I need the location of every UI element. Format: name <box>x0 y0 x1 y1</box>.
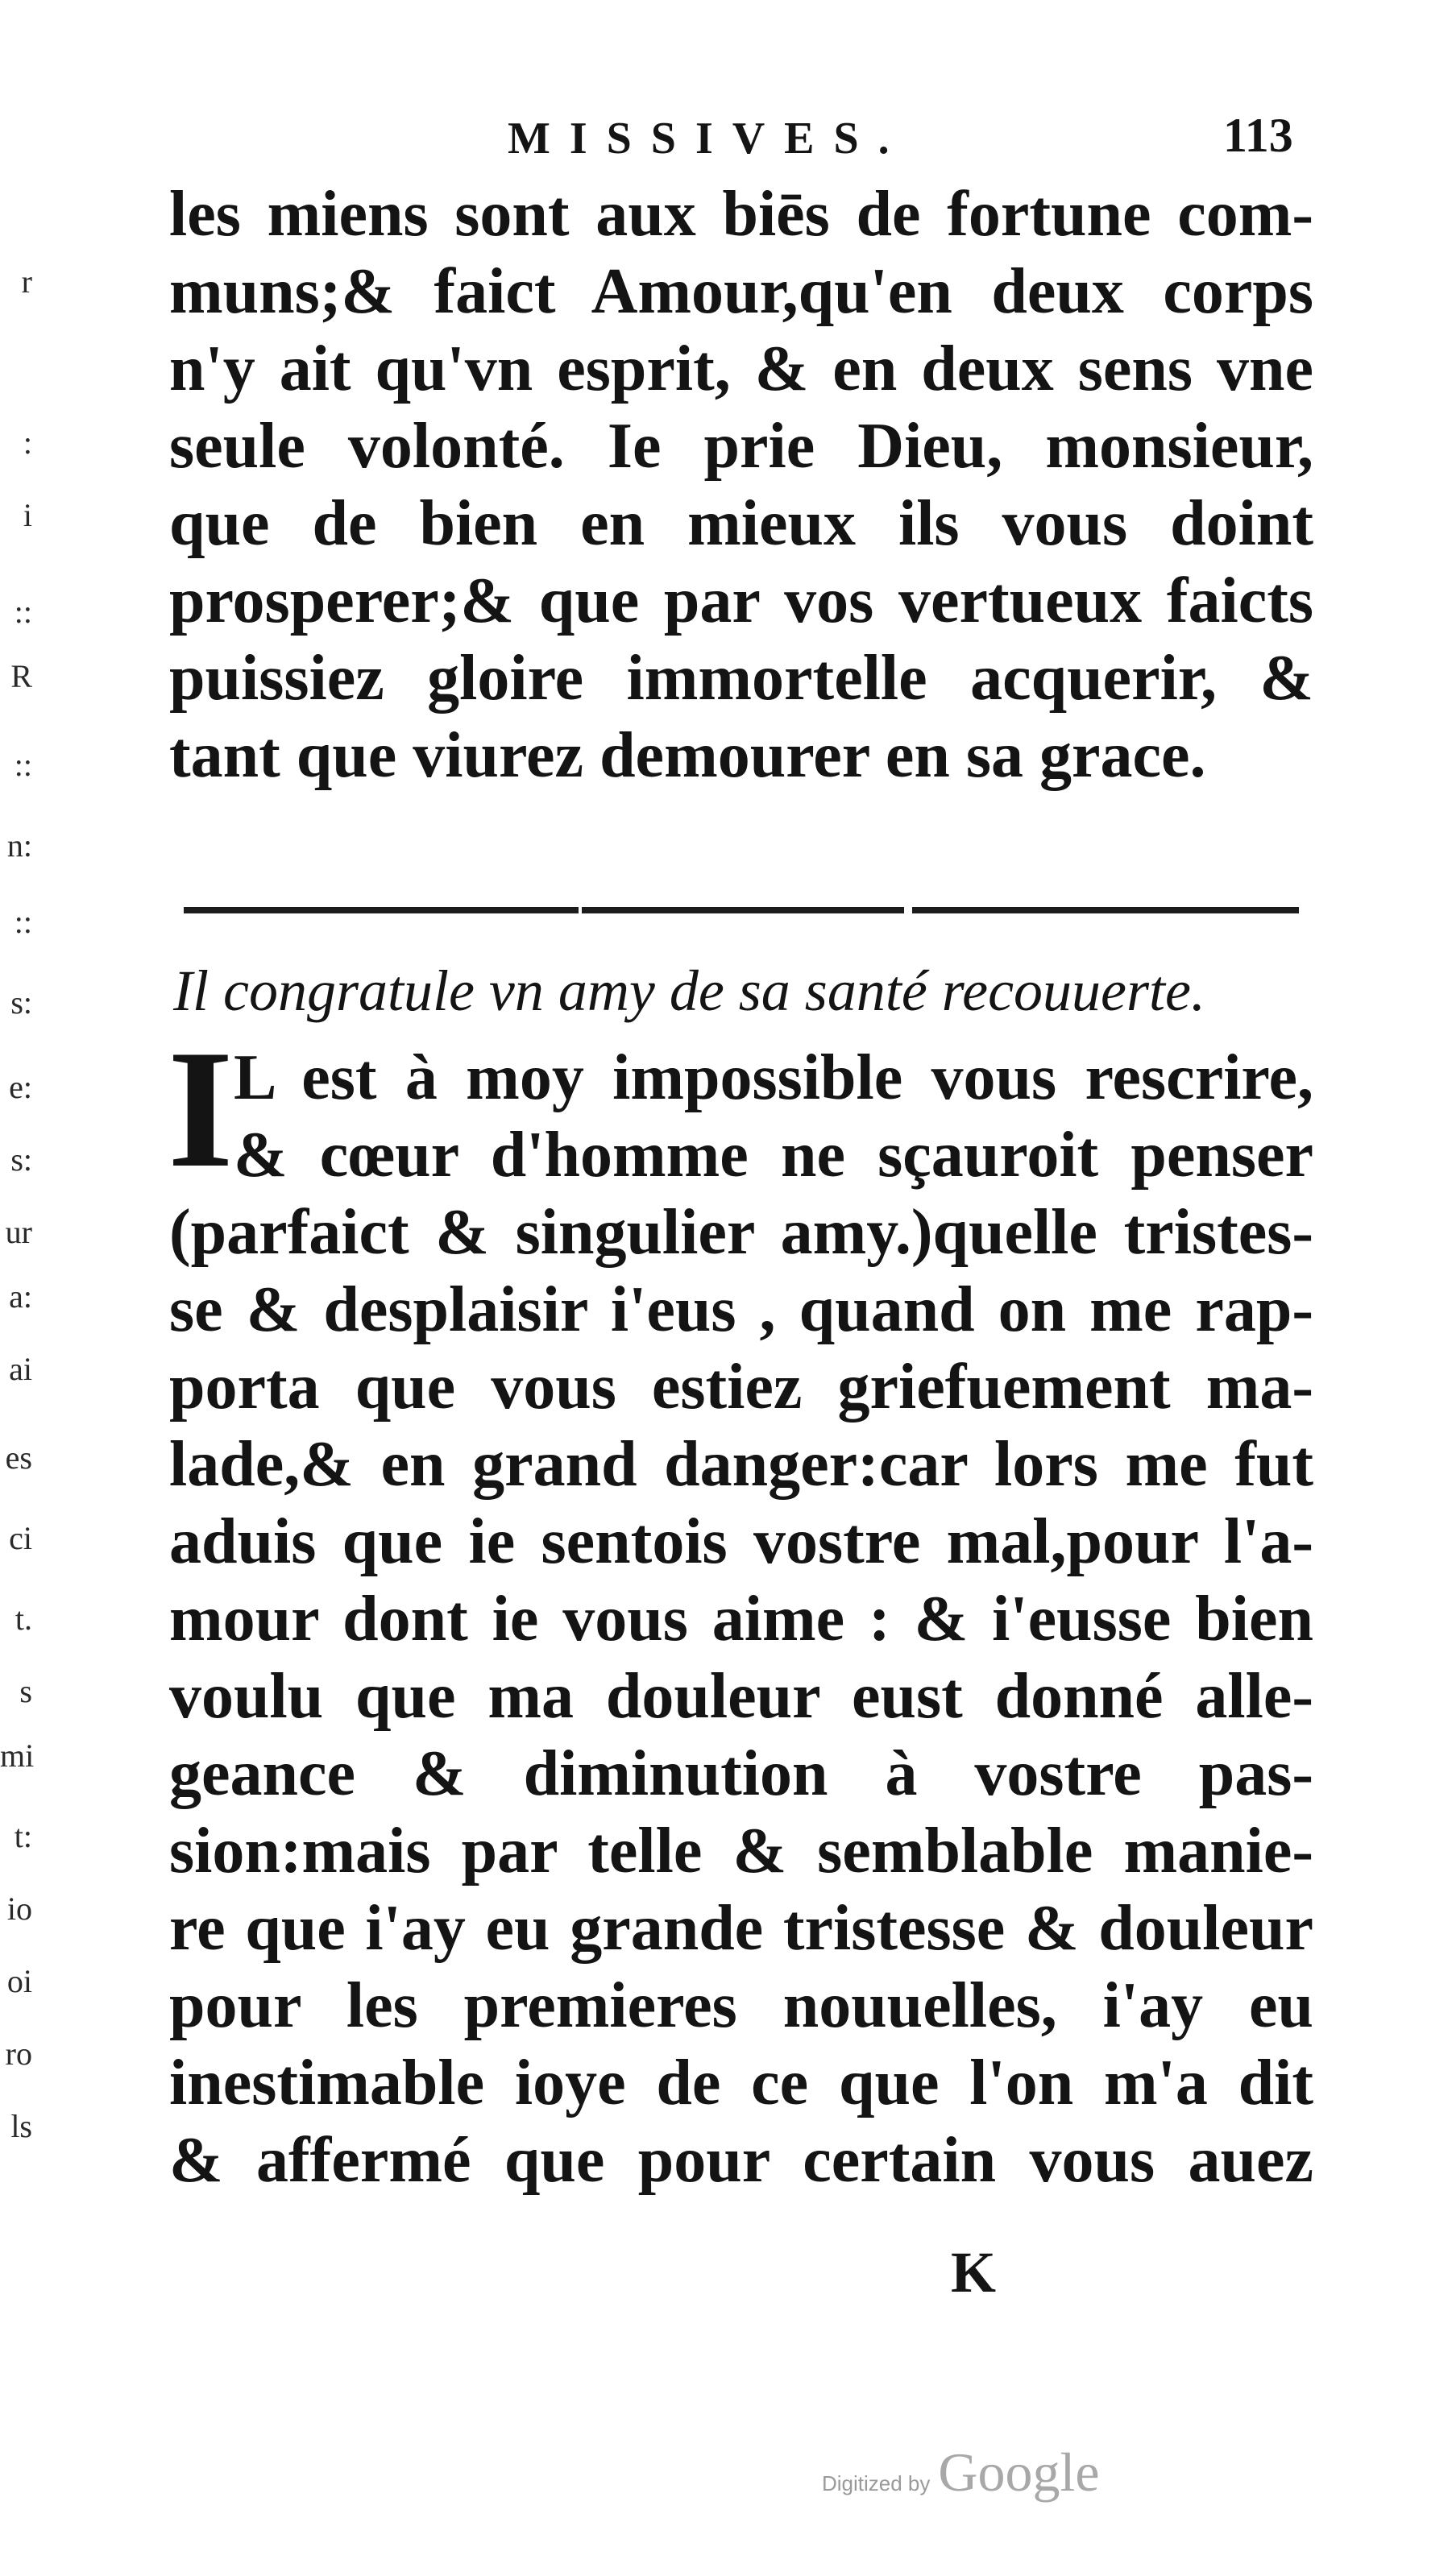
margin-fragment: ur <box>5 1214 32 1250</box>
margin-fragment: s <box>19 1673 32 1709</box>
text-line: mour dont ie vous aime : & i'eusse bien <box>169 1584 1313 1655</box>
letter-opening-lines <box>234 1039 1313 1194</box>
text-line: L est à moy impossible vous rescrire, <box>234 1042 1313 1113</box>
margin-fragment: :: <box>14 904 32 940</box>
margin-fragment: n: <box>6 827 32 863</box>
drop-cap: I <box>168 1016 234 1203</box>
signature-mark: K <box>951 2240 997 2305</box>
text-line: pour les premieres nouuelles, i'ay eu <box>169 1970 1313 2041</box>
margin-fragment: e: <box>9 1069 32 1105</box>
text-line: seule volonté. Ie prie Dieu, monsieur, <box>169 411 1313 482</box>
text-line: & affermé que pour certain vous auez <box>169 2125 1313 2196</box>
section-rule <box>912 907 1299 913</box>
margin-fragment: ro <box>5 2036 32 2072</box>
text-line: re que i'ay eu grande tristesse & douleur <box>169 1893 1313 1964</box>
text-line: n'y ait qu'vn esprit, & en deux sens vne <box>169 333 1313 404</box>
margin-fragment: t: <box>14 1818 32 1854</box>
digitized-watermark <box>822 2441 1100 2505</box>
text-line: aduis que ie sentois vostre mal,pour l'a- <box>169 1506 1313 1577</box>
running-head <box>0 109 1452 169</box>
page-number: 113 <box>1223 109 1293 162</box>
text-line: muns;& faict Amour,qu'en deux corps <box>169 256 1313 327</box>
margin-fragment: r <box>21 263 32 300</box>
section-rule <box>582 907 904 913</box>
margin-fragment: mi <box>0 1737 35 1774</box>
margin-fragment: i <box>23 497 32 533</box>
text-line: puissiez gloire immortelle acquerir, & <box>169 643 1313 714</box>
margin-fragment: a: <box>9 1278 32 1315</box>
margin-fragment: t. <box>15 1601 32 1637</box>
letter-heading: Il congratule vn amy de sa santé recouuerte. <box>173 959 1205 1023</box>
text-line: se & desplaisir i'eus , quand on me rap- <box>169 1274 1313 1345</box>
section-rule <box>184 907 579 913</box>
margin-fragment: es <box>5 1439 32 1476</box>
text-line: & cœur d'homme ne sçauroit penser <box>234 1120 1313 1191</box>
margin-fragment: ai <box>9 1351 32 1387</box>
margin-fragment: oi <box>6 1963 32 1999</box>
margin-fragment: ls <box>10 2108 32 2144</box>
text-line: geance & diminution à vostre pas- <box>169 1738 1313 1809</box>
text-line: lade,& en grand danger:car lors me fut <box>169 1429 1313 1500</box>
text-line: sion:mais par telle & semblable manie- <box>169 1816 1313 1886</box>
continued-text <box>169 176 1313 794</box>
text-line: que de bien en mieux ils vous doint <box>169 488 1313 559</box>
margin-fragment: :: <box>14 747 32 783</box>
margin-fragment: R <box>10 658 32 694</box>
margin-fragment: ci <box>9 1520 32 1556</box>
margin-fragment: s: <box>10 1141 32 1178</box>
margin-fragment: :: <box>14 594 32 630</box>
margin-fragment: : <box>23 425 32 461</box>
text-line: inestimable ioye de ce que l'on m'a dit <box>169 2048 1313 2118</box>
text-line: prosperer;& que par vos vertueux faicts <box>169 565 1313 636</box>
text-line: les miens sont aux biēs de fortune com- <box>169 179 1313 250</box>
text-line: (parfaict & singulier amy.)quelle tristes- <box>169 1197 1313 1268</box>
digitized-prefix: Digitized by <box>822 2471 931 2495</box>
text-line: porta que vous estiez griefuement ma- <box>169 1352 1313 1423</box>
text-line: tant que viurez demourer en sa grace. <box>169 720 1206 791</box>
google-logo: Google <box>938 2441 1100 2503</box>
margin-fragment: io <box>6 1891 32 1927</box>
margin-fragment: s: <box>10 984 32 1021</box>
letter-body <box>169 1194 1313 2199</box>
text-line: voulu que ma douleur eust donné alle- <box>169 1661 1313 1732</box>
running-title: MISSIVES. <box>508 114 909 164</box>
